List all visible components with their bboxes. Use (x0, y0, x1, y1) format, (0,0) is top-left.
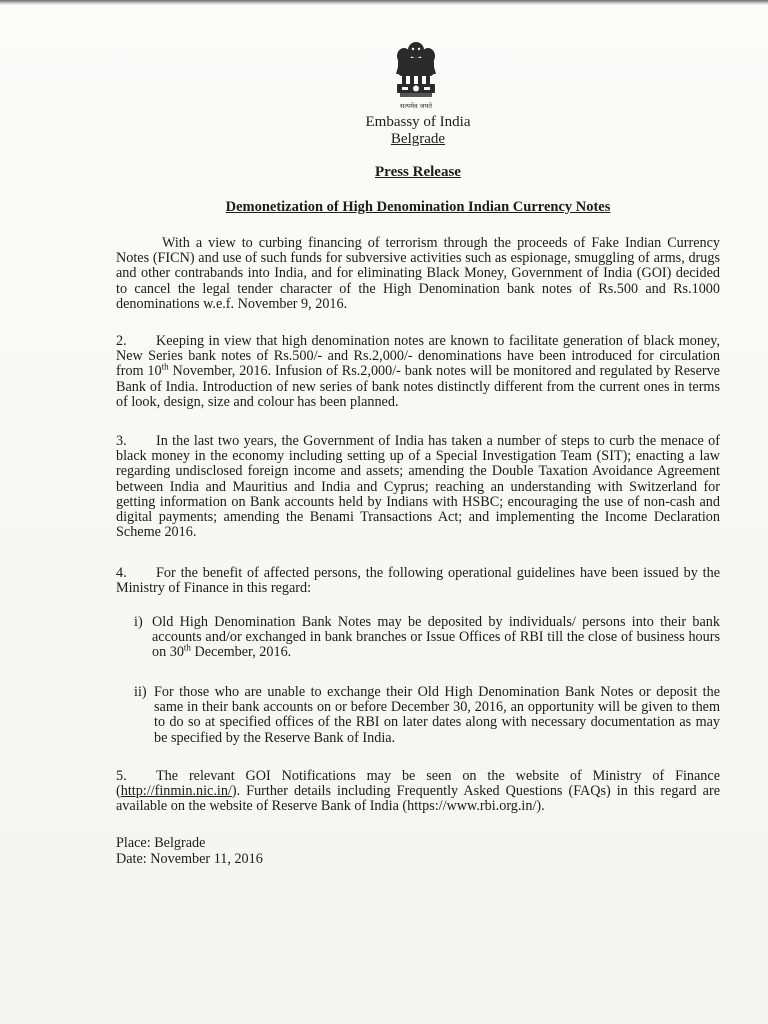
paragraph-2-text-a: Keeping in view that high denomination notes are known to facilitate generation of black money, New Series bank notes of Rs.500/- and Rs.2,000/- denominations have been introduced for circulation from 10 (116, 333, 720, 380)
place-line: Place: Belgrade (116, 835, 206, 851)
embassy-name: Embassy of India (365, 114, 471, 130)
paragraph-3-text: In the last two years, the Government of India has taken a number of steps to curb the menace of black money in the economy including setting up of a Special Investigation Team (SIT); enacting a law regarding undisclosed foreign income and assets; amending the Double Taxation Avoidance Agreement between India and Mauritius and India and Cyprus; reaching an understanding with Switzerland for getting information on Bank accounts held by Indians with HSBC; encouraging the use of non-cash and digital payments; amending the Benami Transactions Act; and implementing the Income Declaration Scheme 2016. (116, 433, 720, 541)
guideline-item-1-text-b: December, 2016. (190, 644, 292, 661)
paragraph-4-text: For the benefit of affected persons, the following operational guidelines have been issued by the Ministry of Finance in this regard: (116, 565, 720, 597)
paragraph-1 (116, 236, 720, 312)
emblem-motto: सत्यमेव जयते (400, 102, 432, 110)
paragraph-4-number: 4. (116, 565, 127, 581)
document-heading: Press Release (375, 164, 461, 180)
paragraph-5-text-a: The relevant GOI Notifications may be seen on the website of Ministry of Finance ( (116, 768, 720, 800)
guideline-item-2-text: For those who are unable to exchange their Old High Denomination Bank Notes or deposit the same in their bank accounts on or before December 30, 2016, an opportunity will be given to them to do so at specified offices of the RBI on later dates along with necessary documentation as may be specified by the Reserve Bank of India. (154, 684, 720, 746)
paragraph-1-text: With a view to curbing financing of terrorism through the proceeds of Fake Indian Currency Notes (FICN) and use of such funds for subversive activities such as espionage, smuggling of arms, drugs and other contrabands into India, and for eliminating Black Money, Government of India (GOI) decided to cancel the legal tender character of the High Denomination bank notes of Rs.500 and Rs.1000 denominations w.e.f. November 9, 2016. (116, 235, 720, 312)
paragraph-2-text-b: November, 2016. Infusion of Rs.2,000/- bank notes will be monitored and regulated by Reserve Bank of India. Introduction of new series of bank notes distinctly different from the current ones in terms of look, design, size and colour has been planned. (116, 363, 720, 410)
document-subject: Demonetization of High Denomination Indian Currency Notes (225, 199, 611, 215)
national-emblem-icon (388, 40, 444, 114)
date-line: Date: November 11, 2016 (116, 851, 263, 867)
guideline-item-1 (134, 615, 720, 661)
paragraph-3-number: 3. (116, 433, 127, 449)
paragraph-5-text-b: ). Further details including Frequently Asked Questions (FAQs) in this regard are available on the website of Reserve Bank of India (https://www.rbi.org.in/). (116, 783, 720, 815)
embassy-city: Belgrade (390, 131, 446, 147)
scan-edge (0, 0, 768, 5)
finmin-link[interactable]: http://finmin.nic.in/ (120, 783, 232, 800)
guideline-item-1-marker: i) (134, 614, 143, 630)
guideline-item-1-text-a: Old High Denomination Bank Notes may be deposited by individuals/ persons into their bank accounts and/or exchanged in bank branches or Issue Offices of RBI till the close of business hours on 30 (152, 614, 720, 661)
paragraph-5-number: 5. (116, 768, 127, 784)
guideline-item-2-marker: ii) (134, 684, 147, 700)
paragraph-4 (116, 566, 720, 596)
guideline-item-1-sup: th (183, 642, 191, 653)
paragraph-2 (116, 334, 720, 410)
paragraph-2-sup: th (161, 361, 169, 372)
paragraph-5 (116, 769, 720, 815)
paragraph-3 (116, 434, 720, 540)
paragraph-2-number: 2. (116, 333, 127, 349)
guideline-item-2 (134, 685, 720, 746)
